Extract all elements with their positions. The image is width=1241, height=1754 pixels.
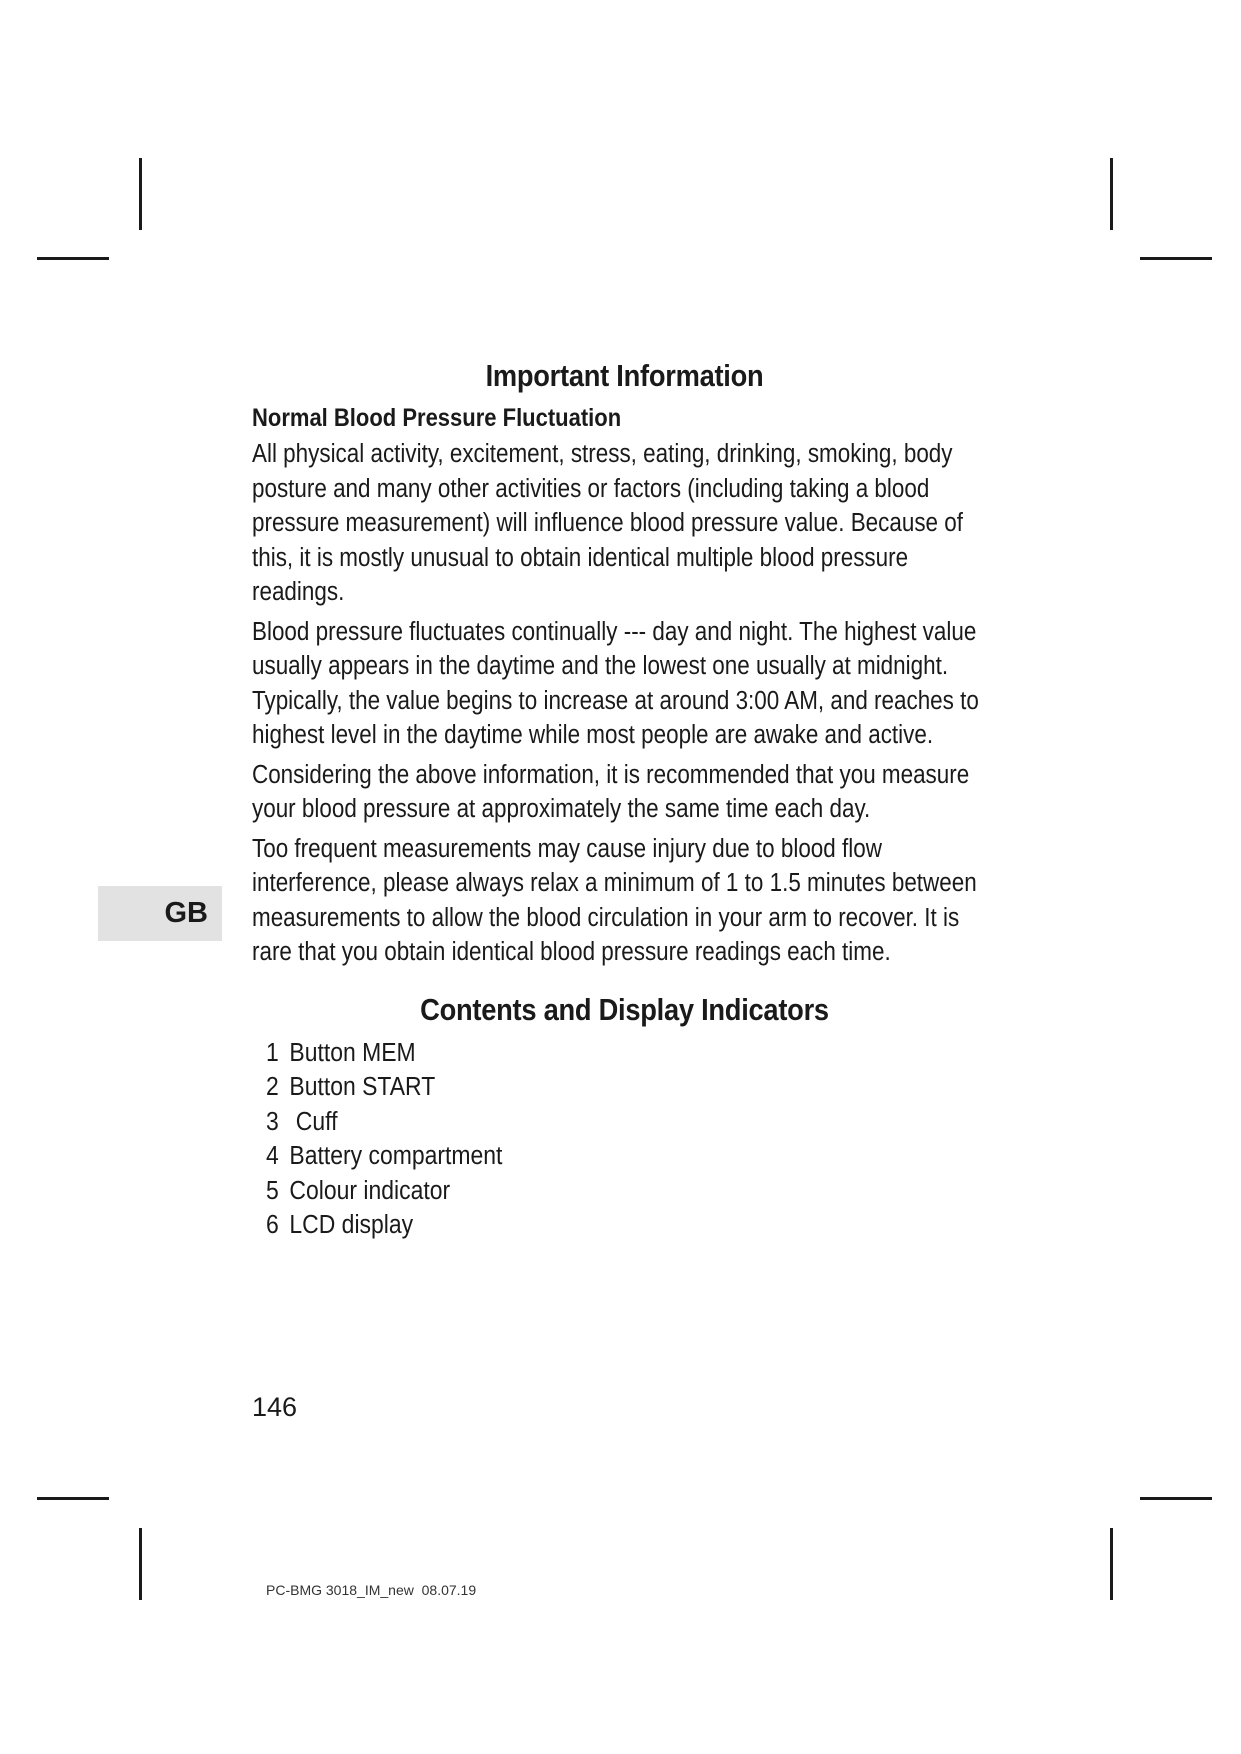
list-item — [266, 1070, 924, 1105]
crop-mark-top-right-vertical — [1110, 158, 1113, 230]
crop-mark-top-right-horizontal — [1140, 257, 1212, 260]
list-item-number: 6 — [266, 1211, 279, 1239]
language-tab: GB — [98, 886, 222, 941]
paragraph-activity-influence: All physical activity, excitement, stress, eating, drinking, smoking, body posture and many other activities or factors (including taking a blood pressure measurement) will influence blood pressure value. Because of this, it is mostly unusual to obtain identical multiple blood pressure readings. — [252, 440, 963, 606]
list-item-label: LCD display — [289, 1211, 414, 1239]
crop-mark-bottom-right-vertical — [1110, 1528, 1113, 1600]
list-item-label: Colour indicator — [289, 1176, 451, 1205]
crop-mark-top-left-vertical — [139, 158, 142, 230]
crop-mark-bottom-left-vertical — [139, 1528, 142, 1600]
list-item-number: 1 — [266, 1038, 279, 1067]
list-item — [266, 1174, 924, 1209]
crop-mark-bottom-right-horizontal — [1140, 1497, 1212, 1500]
list-item-number: 3 — [266, 1107, 279, 1136]
list-item-number: 4 — [266, 1142, 279, 1170]
page-title: Important Information — [485, 358, 764, 393]
list-item-label: Battery compartment — [289, 1142, 503, 1170]
crop-mark-top-left-horizontal — [37, 257, 109, 260]
list-item — [266, 1105, 924, 1140]
paragraph-frequent-measurements: Too frequent measurements may cause injury due to blood flow interference, please always relax a minimum of 1 to 1.5 minutes between measurements to allow the blood circulation in your arm to recover. It is rare that you obtain identical blood pressure readings each time. — [252, 834, 977, 966]
page-content — [252, 358, 997, 1243]
list-item-number: 2 — [266, 1073, 279, 1101]
list-item-number: 5 — [266, 1176, 279, 1205]
contents-list — [252, 1036, 997, 1243]
contents-heading: Contents and Display Indicators — [420, 991, 829, 1027]
page-number: 146 — [252, 1392, 298, 1422]
list-item — [266, 1208, 924, 1243]
list-item — [266, 1036, 924, 1071]
list-item-label: Cuff — [289, 1107, 338, 1136]
paragraph-same-time: Considering the above information, it is recommended that you measure your blood pressure at approximately the same time each day. — [252, 760, 970, 823]
list-item-label: Button MEM — [289, 1038, 416, 1067]
section-subheading: Normal Blood Pressure Fluctuation — [252, 404, 622, 432]
print-footer: PC-BMG 3018_IM_new 08.07.19 — [266, 1582, 477, 1598]
paragraph-daily-fluctuation: Blood pressure fluctuates continually --- day and night. The highest value usually appears in the daytime and the lowest one usually at midnight. Typically, the value begins to increase at around 3:00 AM, and reaches to highest level in the daytime while most people are awake and active. — [252, 617, 979, 749]
crop-mark-bottom-left-horizontal — [37, 1497, 109, 1500]
list-item — [266, 1139, 924, 1174]
list-item-label: Button START — [289, 1073, 436, 1101]
